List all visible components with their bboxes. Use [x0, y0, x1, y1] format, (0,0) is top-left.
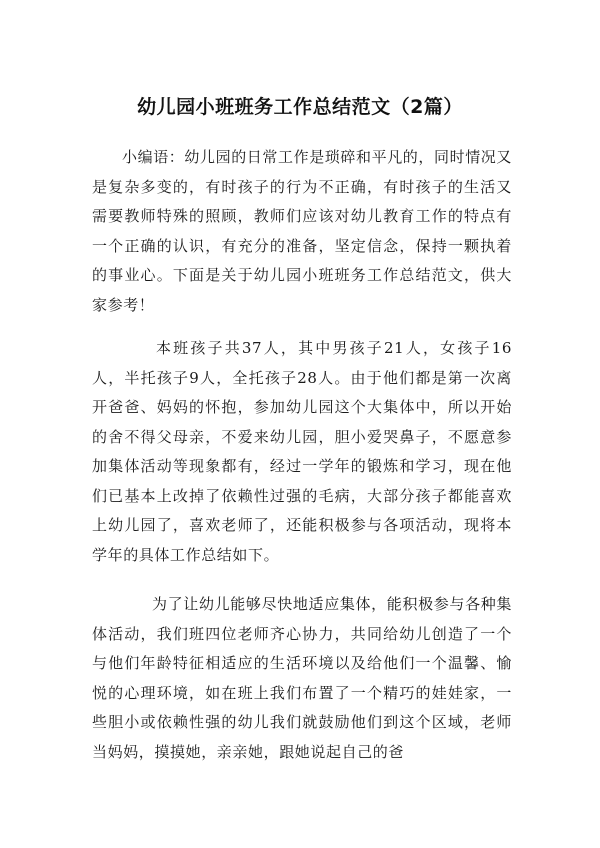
paragraph-intro: 小编语：幼儿园的日常工作是琐碎和平凡的，同时情况又是复杂多变的，有时孩子的行为不正确，有时孩子的生活又需要教师特殊的照顾，教师们应该对幼儿教育工作的特点有一个正确的认识，有充分的准备，坚定信念，保持一颗执着的事业心。下面是关于幼儿园小班班务工作总结范文，供大家参考！	[92, 148, 513, 314]
paragraph-environment: 为了让幼儿能够尽快地适应集体，能积极参与各种集体活动，我们班四位老师齐心协力，共同给幼儿创造了一个与他们年龄特征相适应的生活环境以及给他们一个温馨、愉悦的心理环境，如在班上我们布置了一个精巧的娃娃家，一些胆小或依赖性强的幼儿我们就鼓励他们到这个区域，老师当妈妈，摸摸她，亲亲她，跟她说起自己的爸	[92, 595, 512, 761]
paragraph-class-overview: 本班孩子共37人，其中男孩子21人，女孩子16人，半托孩子9人，全托孩子28人。由于他们都是第一次离开爸爸、妈妈的怀抱，参加幼儿园这个大集体中，所以开始的舍不得父母亲，不爱来幼儿园，胆小爱哭鼻子，不愿意参加集体活动等现象都有，经过一学年的锻炼和学习，现在他们已基本上改掉了依赖性过强的毛病，大部分孩子都能喜欢上幼儿园了，喜欢老师了，还能积极参与各项活动，现将本学年的具体工作总结如下。	[92, 339, 512, 564]
document-title: 幼儿园小班班务工作总结范文（2篇）	[137, 96, 463, 118]
